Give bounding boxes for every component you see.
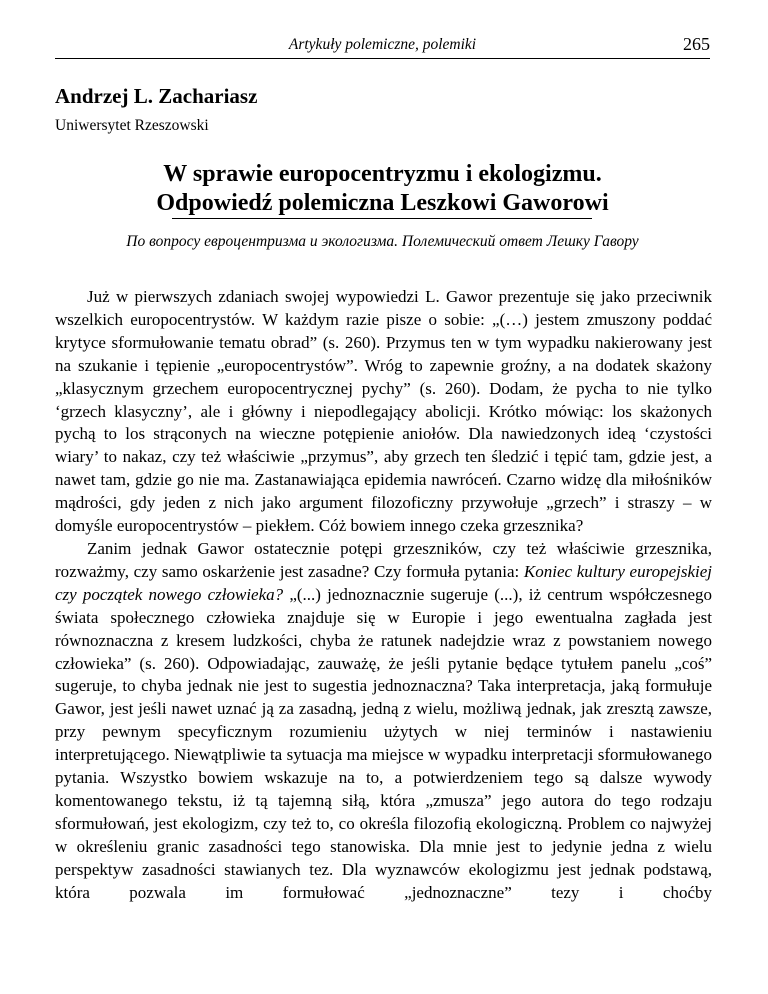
article-body	[55, 286, 712, 904]
paragraph-2-lead: Zanim jednak Gawor ostatecznie potępi grzeszników, czy też właściwie grzesznika, rozważmy, czy samo oskarżenie jest zasadne? Czy formuła pytania:	[55, 538, 712, 581]
title-divider	[172, 218, 592, 219]
running-head	[55, 36, 710, 59]
article-title-line-1: W sprawie europocentryzmu i ekologizmu.	[163, 161, 602, 187]
author-affiliation: Uniwersytet Rzeszowski	[55, 117, 209, 134]
body-paragraph-1: Już w pierwszych zdaniach swojej wypowiedzi L. Gawor prezentuje się jako przeciwnik wszelkich europocentrystów. W każdym razie pisze o sobie: „(…) jestem zmuszony poddać krytyce sformułowanie tematu obrad” (s. 260). Przymus ten w tym wypadku nakierowany jest na szukanie i tępienie „europocentrystów”. Wróg to zapewnie groźny, a na dodatek skażony „klasycznym grzechem europocentrycznej pychy” (s. 260). Dodam, że pycha to nie tylko ‘grzech klasyczny’, ale i główny i niepodlegający abolicji. Krótko mówiąc: los skażonych pychą to los strąconych na wieczne potępienie aniołów. Dla nawiedzonych ideą ‘czystości wiary’ to nakaz, czy też właściwie „przymus”, aby grzech ten śledzić i tępić tam, gdzie jest, a nawet tam, gdzie go nie ma. Zastanawiająca epidemia nawróceń. Czarno widzę dla miłośników mądrości, gdy jeden z nich jako argument filozoficzny przywołuje „grzech” i straszy – w domyśle europocentrystów – piekłem. Cóż bowiem innego czeka grzesznika?	[55, 287, 712, 536]
body-paragraph-2	[55, 538, 712, 905]
article-subtitle-russian: По вопросу евроцентризма и экологизма. Полемический ответ Лешку Гавору	[126, 233, 639, 250]
author-name: Andrzej L. Zachariasz	[55, 84, 258, 108]
running-head-title: Artykuły polemiczne, polemiki	[288, 36, 477, 53]
paragraph-2-rest: „(...) jednoznacznie sugeruje (...), iż centrum współczesnego świata społecznego człowieka znajduje się w Europie i jego ewentualna zagłada jest równoznaczna z kresem ludzkości, chyba że ratunek nadejdzie wraz z powstaniem nowego człowieka” (s. 260). Odpowiadając, zauważę, że jeśli pytanie będące tytułem panelu „coś” sugeruje, to chyba jednak nie jest to sugestia jednoznaczna? Taka interpretacja, jaką formułuje Gawor, jest jeśli nawet uznać ją za zasadną, jedną z wielu, możliwą jednak, jak zresztą zawsze, przy pewnym specyficznym rozumieniu użytych w niej terminów i nastawieniu interpretującego. Niewątpliwie ta sytuacja ma miejsce w wypadku interpretacji sformułowanego pytania. Wszystko bowiem wskazuje na to, a potwierdzeniem tego są dalsze wywody komentowanego tekstu, iż tą tajemną siłą, która „zmusza” jego autora do tego rodzaju sformułowań, jest ekologizm, czy też to, co określa filozofią ekologiczną. Problem co najwyżej w określeniu granic zasadności tego stanowiska. Dla mnie jest to jedynie jedna z wielu perspektyw zasadności stawianych tez. Dla wyznawców ekologizmu jest jednak podstawą, która pozwala im formułować „jednoznaczne” tezy i choćby	[55, 584, 712, 902]
panel-title-quote: Koniec kultury europejskiej czy początek nowego człowieka?	[55, 561, 712, 604]
article-title	[55, 160, 710, 218]
article-title-line-2: Odpowiedź polemiczna Leszkowi Gaworowi	[156, 190, 609, 216]
page-number: 265	[683, 34, 710, 54]
